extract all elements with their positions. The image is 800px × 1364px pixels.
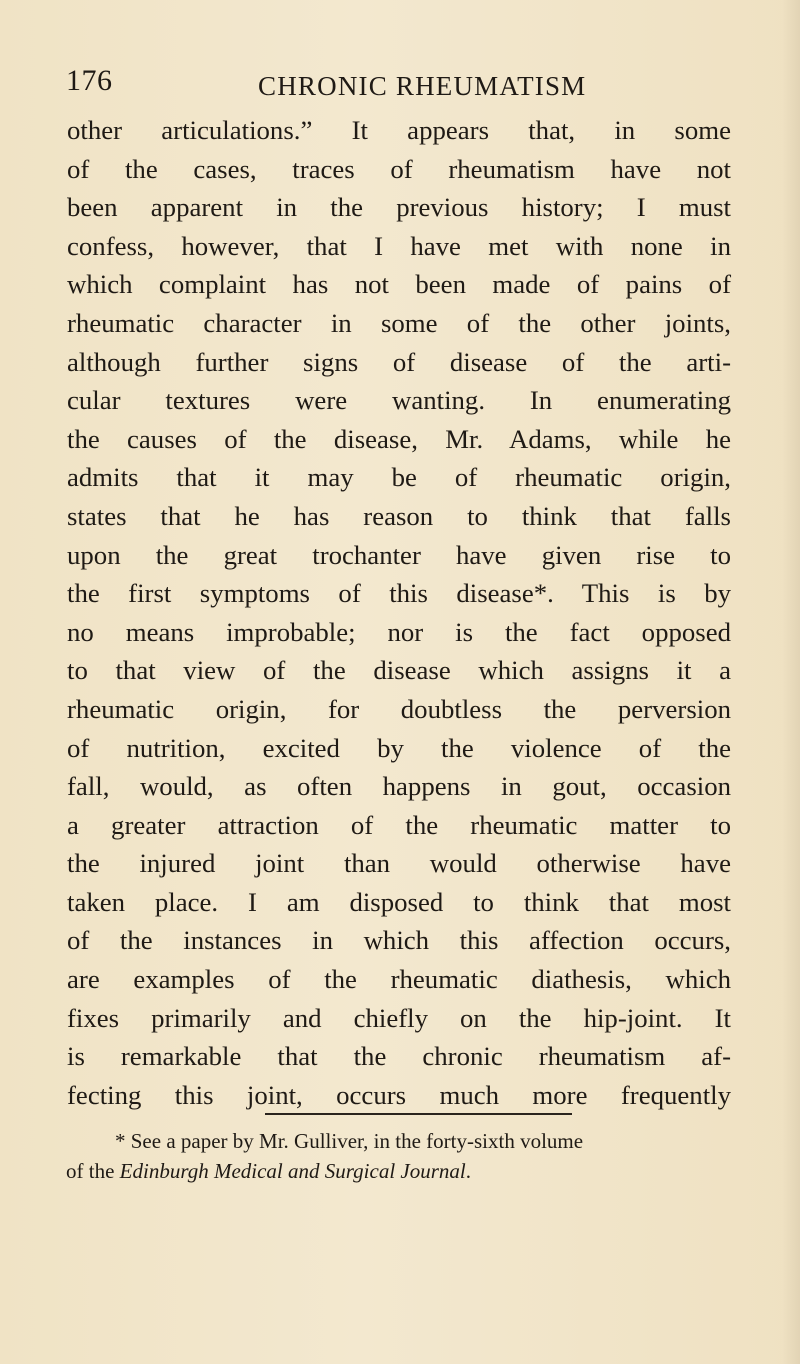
- text-line: confess, however, that I have met with none in: [67, 230, 731, 261]
- footnote-line-2-prefix: of the: [66, 1159, 120, 1183]
- page-edge-shadow: [782, 0, 800, 1364]
- text-line: the first symptoms of this disease*. This is by: [67, 578, 731, 609]
- text-line: fall, would, as often happens in gout, occasion: [67, 771, 731, 802]
- text-line: which complaint has not been made of pains of: [67, 269, 731, 300]
- text-line: admits that it may be of rheumatic origin,: [67, 462, 731, 493]
- text-line: is remarkable that the chronic rheumatism af-: [67, 1041, 731, 1072]
- text-line: rheumatic character in some of the other joints,: [67, 307, 731, 338]
- footnote-line-1: * See a paper by Mr. Gulliver, in the forty-sixth volume: [115, 1129, 584, 1153]
- text-line: cular textures were wanting. In enumerating: [67, 385, 731, 416]
- text-line: a greater attraction of the rheumatic matter to: [67, 809, 731, 840]
- footnote: [66, 1126, 736, 1186]
- text-line: no means improbable; nor is the fact opposed: [67, 616, 731, 647]
- text-line: of nutrition, excited by the violence of the: [67, 732, 731, 763]
- text-line: fixes primarily and chiefly on the hip-joint. It: [67, 1002, 731, 1033]
- journal-title: Edinburgh Medical and Surgical Journal: [119, 1159, 466, 1183]
- text-line: other articulations.” It appears that, in some: [67, 115, 731, 145]
- text-line: taken place. I am disposed to think that most: [67, 886, 731, 917]
- footnote-line-2-suffix: .: [465, 1159, 471, 1183]
- text-line: of the cases, traces of rheumatism have not: [67, 153, 731, 184]
- text-line: upon the great trochanter have given rise to: [67, 539, 731, 570]
- text-line: the causes of the disease, Mr. Adams, while he: [67, 423, 731, 454]
- footnote-line-2: [66, 1156, 736, 1186]
- text-line: the injured joint than would otherwise have: [67, 848, 731, 879]
- page-number: 176: [66, 64, 113, 97]
- text-line: rheumatic origin, for doubtless the perversion: [67, 693, 731, 724]
- text-line: of the instances in which this affection occurs,: [67, 925, 731, 956]
- text-line: although further signs of disease of the arti-: [67, 346, 731, 377]
- text-line: been apparent in the previous history; I must: [67, 192, 731, 223]
- body-text: [67, 111, 731, 1114]
- running-head: CHRONIC RHEUMATISM: [258, 71, 587, 101]
- text-line: states that he has reason to think that falls: [67, 500, 731, 531]
- text-line: to that view of the disease which assigns it a: [67, 655, 731, 686]
- text-line: fecting this joint, occurs much more frequently: [67, 1079, 731, 1110]
- text-line: are examples of the rheumatic diathesis, which: [67, 964, 731, 995]
- footnote-rule: [265, 1113, 572, 1115]
